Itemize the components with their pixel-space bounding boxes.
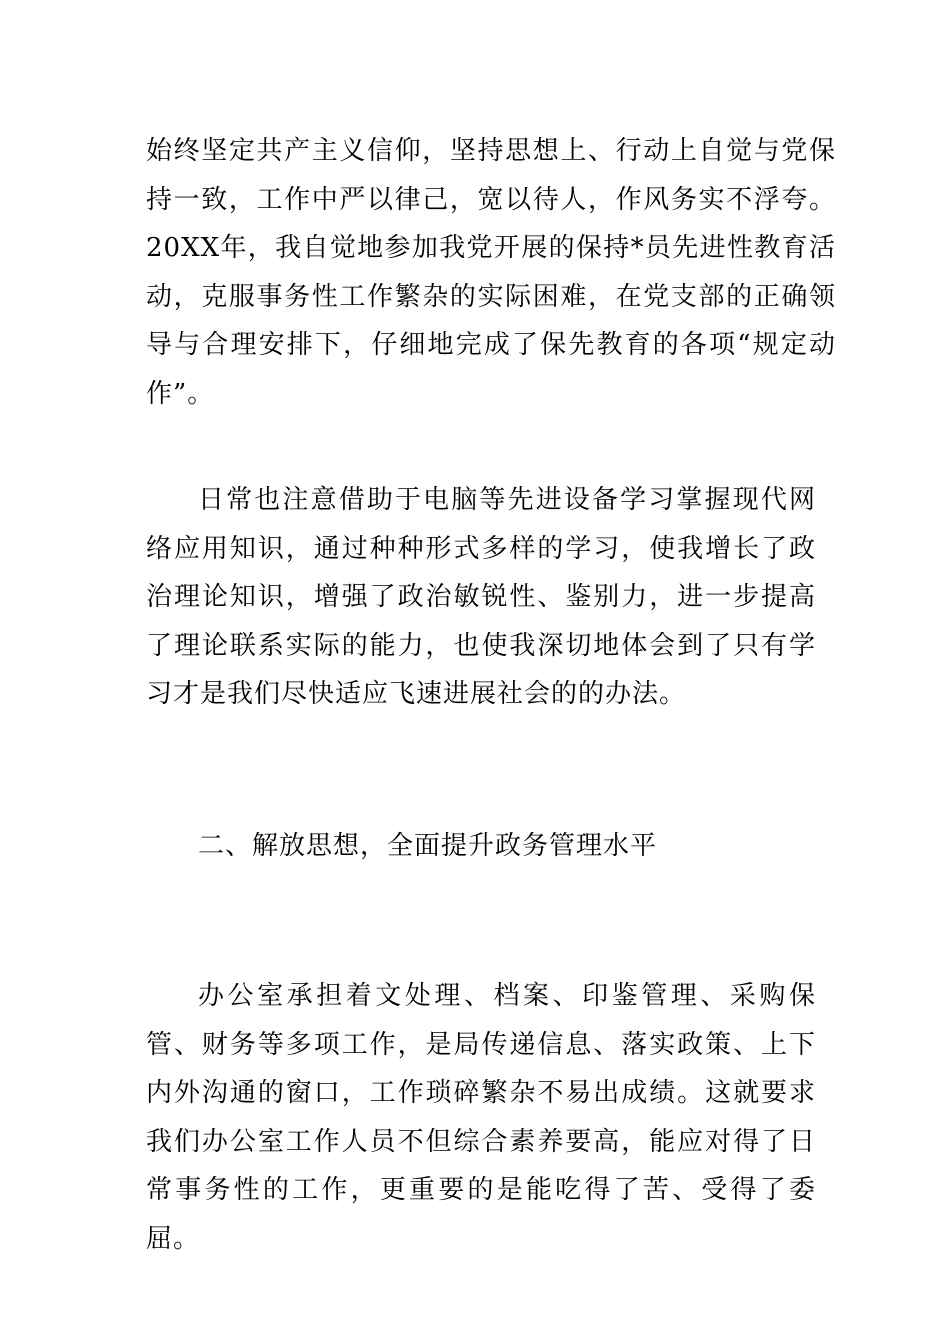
paragraph-party-belief: 始终坚定共产主义信仰，坚持思想上、行动上自觉与党保持一致，工作中严以律己，宽以待人，作风务实不浮夸。20XX年，我自觉地参加我党开展的保持*员先进性教育活动，克服事务性工作繁杂的实际困难，在党支部的正确领导与合理安排下，仔细地完成了保先教育的各项“规定动作”。 — [146, 136, 836, 409]
paragraph-office-work: 办公室承担着文处理、档案、印鉴管理、采购保管、财务等多项工作，是局传递信息、落实政策、上下内外沟通的窗口，工作琐碎繁杂不易出成绩。这就要求我们办公室工作人员不但综合素养要高，能应对得了日常事务性的工作，更重要的是能吃得了苦、受得了委屈。 — [146, 981, 816, 1254]
paragraph-study: 日常也注意借助于电脑等先进设备学习掌握现代网络应用知识，通过种种形式多样的学习，使我增长了政治理论知识，增强了政治敏锐性、鉴别力，进一步提高了理论联系实际的能力，也使我深切地体会到了只有学习才是我们尽快适应飞速进展社会的的办法。 — [146, 485, 816, 709]
section-heading: 二、解放思想，全面提升政务管理水平 — [198, 831, 658, 861]
